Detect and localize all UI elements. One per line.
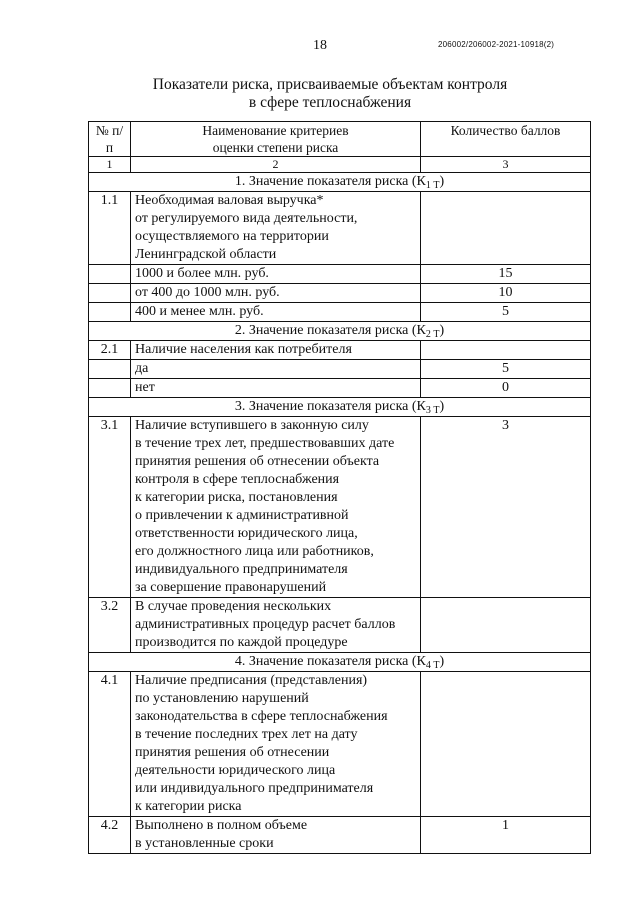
table-row xyxy=(89,360,591,379)
col-index-1: 1 xyxy=(89,157,131,173)
section-title xyxy=(89,322,591,341)
section-title-text: 1. Значение показателя риска (К xyxy=(234,174,426,189)
criteria-line: его должностного лица или работников, xyxy=(135,544,374,559)
criteria-line: Выполнено в полном объеме xyxy=(135,818,308,833)
criteria-line: о привлечении к административной xyxy=(135,508,349,523)
table-row xyxy=(89,284,591,303)
criteria-line: Наличие вступившего в законную силу xyxy=(135,418,369,433)
row-points: 10 xyxy=(421,284,591,303)
header-points: Количество баллов xyxy=(421,122,591,157)
criteria-line: производится по каждой процедуре xyxy=(135,635,348,650)
table-row xyxy=(89,192,591,265)
criteria-line: нет xyxy=(135,380,155,395)
section-title xyxy=(89,173,591,192)
row-points: 5 xyxy=(421,303,591,322)
section-title-close: ) xyxy=(439,399,445,414)
criteria-line: ответственности юридического лица, xyxy=(135,526,358,541)
title-line-2: в сфере теплоснабжения xyxy=(248,94,412,111)
row-criteria xyxy=(131,284,421,303)
criteria-line: В случае проведения нескольких xyxy=(135,599,332,614)
row-points: 5 xyxy=(421,360,591,379)
criteria-line: Наличие предписания (представления) xyxy=(135,673,368,688)
table-row xyxy=(89,417,591,598)
section-title-subscript: 2 Т xyxy=(425,329,440,340)
row-number: 3.2 xyxy=(89,598,131,653)
table-row xyxy=(89,672,591,817)
section-title-subscript: 1 Т xyxy=(425,180,440,191)
criteria-line: принятия решения об отнесении xyxy=(135,745,330,760)
criteria-line: к категории риска, постановления xyxy=(135,490,338,505)
table-row xyxy=(89,817,591,854)
criteria-line: по установлению нарушений xyxy=(135,691,309,706)
section-title-subscript: 3 Т xyxy=(425,405,440,416)
section-title-text: 4. Значение показателя риска (К xyxy=(234,654,426,669)
document-title xyxy=(0,76,640,112)
table-row xyxy=(89,303,591,322)
criteria-line: осуществляемого на территории xyxy=(135,229,329,244)
table-row xyxy=(89,598,591,653)
header-criteria xyxy=(131,122,421,157)
criteria-line: 400 и менее млн. руб. xyxy=(135,304,264,319)
row-criteria xyxy=(131,265,421,284)
criteria-line: законодательства в сфере теплоснабжения xyxy=(135,709,388,724)
table-row xyxy=(89,265,591,284)
row-criteria xyxy=(131,360,421,379)
row-points xyxy=(421,672,591,817)
criteria-line: Ленинградской области xyxy=(135,247,277,262)
row-number xyxy=(89,379,131,398)
section-title-close: ) xyxy=(439,654,445,669)
row-number: 2.1 xyxy=(89,341,131,360)
section-header-row xyxy=(89,653,591,672)
column-index-row xyxy=(89,157,591,173)
criteria-line: деятельности юридического лица xyxy=(135,763,336,778)
table-header-row xyxy=(89,122,591,157)
criteria-line: да xyxy=(135,361,149,376)
col-index-2: 2 xyxy=(131,157,421,173)
criteria-line: индивидуального предпринимателя xyxy=(135,562,348,577)
row-criteria xyxy=(131,672,421,817)
section-title-subscript: 4 Т xyxy=(425,660,440,671)
criteria-line: Необходимая валовая выручка* xyxy=(135,193,324,208)
section-title-text: 2. Значение показателя риска (К xyxy=(234,323,426,338)
table-row xyxy=(89,379,591,398)
criteria-line: Наличие населения как потребителя xyxy=(135,342,352,357)
row-number xyxy=(89,265,131,284)
row-number: 4.1 xyxy=(89,672,131,817)
row-number: 4.2 xyxy=(89,817,131,854)
row-criteria xyxy=(131,341,421,360)
criteria-line: контроля в сфере теплоснабжения xyxy=(135,472,340,487)
row-criteria xyxy=(131,417,421,598)
criteria-line: от 400 до 1000 млн. руб. xyxy=(135,285,280,300)
row-number xyxy=(89,360,131,379)
section-title xyxy=(89,398,591,417)
criteria-line: в установленные сроки xyxy=(135,836,274,851)
header-criteria-line-2: оценки степени риска xyxy=(212,140,339,155)
criteria-line: принятия решения об отнесении объекта xyxy=(135,454,380,469)
section-title-text: 3. Значение показателя риска (К xyxy=(234,399,426,414)
row-criteria xyxy=(131,192,421,265)
row-points: 0 xyxy=(421,379,591,398)
criteria-line: в течение трех лет, предшествовавших дате xyxy=(135,436,395,451)
row-number xyxy=(89,284,131,303)
row-number: 3.1 xyxy=(89,417,131,598)
row-points: 15 xyxy=(421,265,591,284)
header-num: № п/п xyxy=(89,122,131,157)
section-title-close: ) xyxy=(439,323,445,338)
row-criteria xyxy=(131,303,421,322)
criteria-line: 1000 и более млн. руб. xyxy=(135,266,269,281)
row-criteria xyxy=(131,817,421,854)
row-number: 1.1 xyxy=(89,192,131,265)
row-number xyxy=(89,303,131,322)
section-header-row xyxy=(89,398,591,417)
row-points xyxy=(421,598,591,653)
criteria-line: за совершение правонарушений xyxy=(135,580,327,595)
row-points xyxy=(421,341,591,360)
row-points xyxy=(421,192,591,265)
row-points: 3 xyxy=(421,417,591,598)
criteria-line: к категории риска xyxy=(135,799,242,814)
row-criteria xyxy=(131,379,421,398)
section-header-row xyxy=(89,173,591,192)
document-id: 206002/206002-2021-10918(2) xyxy=(438,40,555,49)
risk-indicators-table xyxy=(88,121,591,854)
title-line-1: Показатели риска, присваиваемые объектам контроля xyxy=(152,76,508,93)
header-criteria-line-1: Наименование критериев xyxy=(202,123,349,138)
section-title xyxy=(89,653,591,672)
criteria-line: административных процедур расчет баллов xyxy=(135,617,396,632)
section-header-row xyxy=(89,322,591,341)
row-criteria xyxy=(131,598,421,653)
table-row xyxy=(89,341,591,360)
page-number: 18 xyxy=(313,38,327,53)
criteria-line: в течение последних трех лет на дату xyxy=(135,727,358,742)
criteria-line: или индивидуального предпринимателя xyxy=(135,781,374,796)
criteria-line: от регулируемого вида деятельности, xyxy=(135,211,358,226)
col-index-3: 3 xyxy=(421,157,591,173)
row-points: 1 xyxy=(421,817,591,854)
section-title-close: ) xyxy=(439,174,445,189)
